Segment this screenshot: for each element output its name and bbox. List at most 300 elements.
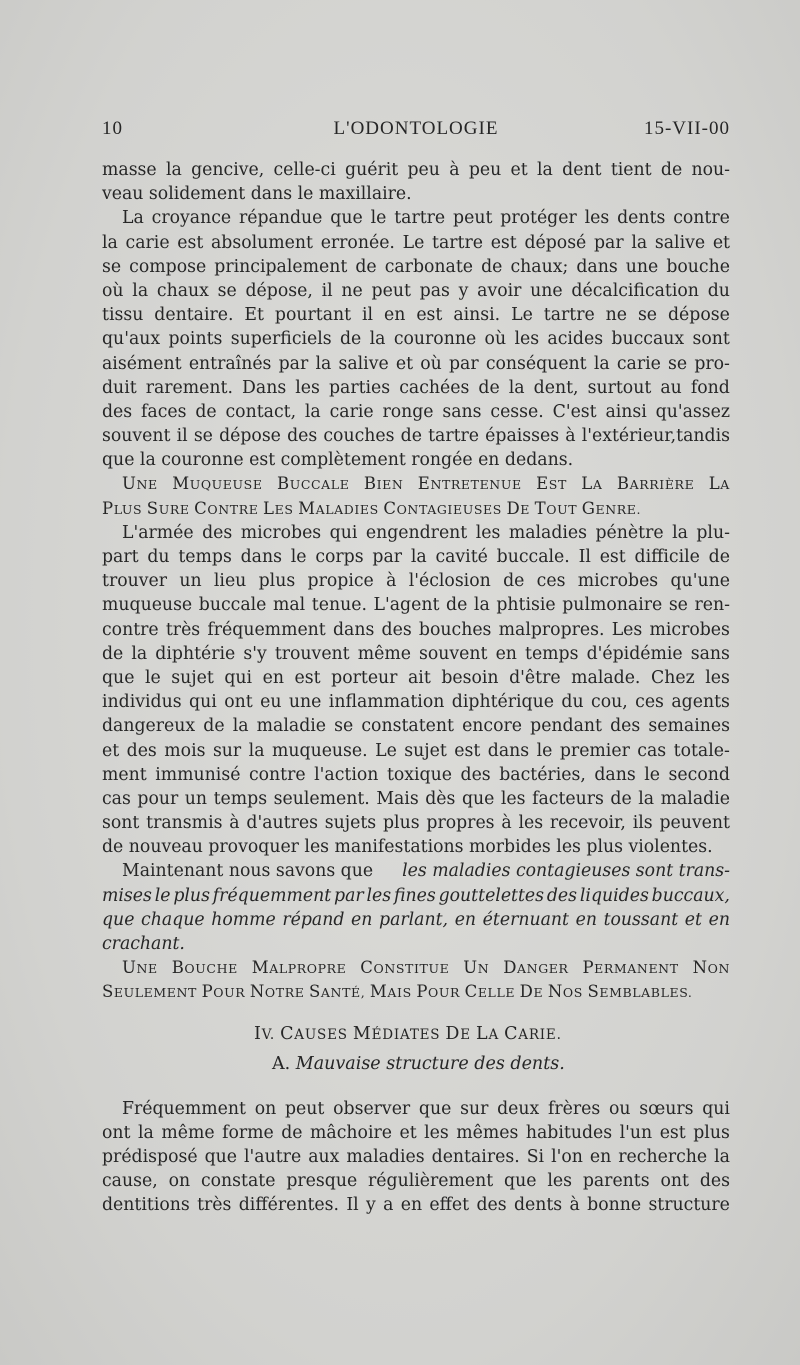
word: microbes — [577, 571, 659, 592]
word: L'armée — [122, 522, 194, 543]
word: une — [288, 692, 322, 713]
word: qui — [224, 667, 253, 688]
word: dents — [513, 1195, 563, 1216]
word: PERMANENT — [582, 958, 679, 978]
word: la — [631, 232, 648, 253]
word: DANGER — [503, 958, 569, 978]
word: rarement. — [145, 377, 233, 398]
word: cesse. — [490, 401, 544, 422]
word: de — [503, 571, 525, 592]
word: se — [193, 426, 213, 447]
word: des — [546, 885, 578, 906]
word: BARRIÈRE — [616, 474, 695, 494]
word: les — [424, 1122, 449, 1143]
text-line — [102, 376, 730, 400]
word: y — [366, 1195, 376, 1216]
word: est — [490, 232, 517, 253]
word: la — [232, 716, 249, 737]
word: nou- — [691, 160, 730, 180]
word: pro- — [694, 353, 730, 374]
word: la — [102, 232, 118, 253]
word: des — [126, 740, 157, 761]
small-caps-line: PLUS SURE CONTRE LES MALADIES CONTAGIEUSES DE TOUT GENRE. — [102, 498, 642, 518]
word: que — [102, 667, 135, 688]
word: et — [395, 353, 414, 374]
word: premier — [559, 740, 630, 761]
word: dent, — [533, 377, 579, 398]
word: plus — [258, 571, 296, 592]
word: carbonate — [384, 256, 474, 277]
word: le — [154, 885, 171, 906]
word: des — [381, 619, 412, 640]
word: mêmes — [456, 1122, 519, 1143]
word: plus — [693, 1122, 730, 1143]
word: sont — [102, 813, 140, 834]
text-line — [102, 255, 730, 279]
word: tartre — [428, 426, 480, 447]
word: peuvent — [659, 813, 730, 834]
word: CONSTITUE — [360, 958, 450, 978]
word: le — [290, 547, 307, 567]
word: carie — [329, 401, 374, 422]
word: ainsi. — [453, 305, 501, 326]
word: couches — [323, 426, 395, 447]
word: recherche — [618, 1146, 708, 1167]
word: dent — [562, 160, 602, 180]
word: la — [132, 280, 149, 301]
word: tartre — [432, 232, 483, 253]
word: se — [334, 716, 354, 737]
word: à — [229, 813, 240, 834]
word: de — [610, 788, 632, 809]
word: même — [161, 1122, 215, 1143]
word: toussant — [603, 909, 679, 930]
word: que — [504, 1171, 537, 1192]
word: de — [660, 160, 683, 180]
word: l'on — [551, 1146, 583, 1167]
word: l'éclosion — [408, 571, 491, 592]
word: sujets — [324, 813, 377, 834]
word: Le — [375, 740, 397, 761]
word: ne — [341, 280, 363, 301]
text-line — [102, 400, 730, 424]
word: Le — [511, 305, 533, 326]
word: observer — [333, 1098, 411, 1119]
word: en — [575, 909, 597, 930]
word: par — [594, 232, 624, 253]
word: chaque — [141, 909, 205, 930]
word: parties — [328, 377, 391, 398]
word: conséquent — [485, 353, 587, 374]
word: diphtérique — [451, 692, 554, 713]
word: ne — [605, 305, 627, 326]
word: protéger — [500, 208, 577, 229]
word: de — [281, 1122, 303, 1143]
word: dentitions — [102, 1195, 190, 1216]
word: est — [294, 667, 321, 688]
word: corps — [315, 547, 364, 567]
word: compose — [129, 256, 207, 277]
word: où — [484, 329, 507, 350]
word: la — [714, 1146, 730, 1167]
word: effet — [429, 1195, 470, 1216]
word: parlant, — [379, 909, 449, 930]
word: en — [589, 1146, 612, 1167]
word: propres — [426, 813, 495, 834]
word: UNE — [122, 474, 158, 494]
word: plus — [382, 813, 420, 834]
word: couronne — [393, 329, 477, 350]
word: par — [278, 353, 309, 374]
word: en — [262, 667, 284, 688]
section-heading: IV. CAUSES MÉDIATES DE LA CARIE. — [254, 1023, 562, 1044]
word: engendrent — [365, 522, 468, 543]
word: aisément — [102, 353, 182, 374]
word: chaux; — [510, 256, 569, 277]
word: et — [102, 740, 120, 761]
word: se — [637, 305, 658, 326]
word: individus — [102, 692, 182, 713]
word: du — [707, 280, 730, 301]
word: à — [569, 1195, 580, 1216]
word: l'autre — [244, 1146, 302, 1167]
word: le — [144, 667, 161, 688]
word: bouche — [666, 256, 730, 277]
word: LA — [708, 474, 730, 494]
word: les — [518, 813, 544, 834]
word: la — [537, 160, 553, 180]
word: parents — [582, 1171, 650, 1192]
text-line — [102, 569, 730, 593]
word: cause, — [102, 1171, 158, 1192]
word: buccaux — [611, 329, 685, 350]
word: C'est — [552, 401, 597, 422]
word: presque — [286, 1171, 358, 1192]
word: contre — [102, 619, 159, 640]
word: dentaire. — [154, 305, 234, 326]
word: des — [202, 522, 233, 543]
word: pénètre — [595, 522, 664, 543]
word: chaux — [156, 280, 209, 301]
word: Il — [346, 1195, 359, 1216]
word: l'un — [619, 1122, 653, 1143]
word: la — [165, 160, 182, 180]
word: et — [510, 160, 528, 180]
word: EST — [536, 474, 567, 494]
word: ait — [407, 667, 431, 688]
word: de — [102, 643, 124, 664]
word: peut — [285, 1098, 325, 1119]
word: le — [536, 740, 553, 761]
word: ainsi — [605, 401, 647, 422]
word: éternuant — [482, 909, 569, 930]
word: sujet — [404, 740, 447, 761]
word: il — [362, 305, 374, 326]
word: prédisposé — [102, 1146, 198, 1167]
word: les — [475, 522, 501, 543]
word: maladie — [660, 788, 730, 809]
word: pulmonaire — [562, 595, 663, 616]
word: L'agent — [373, 595, 440, 616]
word: encore — [462, 716, 523, 737]
word: de — [195, 401, 217, 422]
word: dangereux — [102, 716, 196, 737]
text-line: que la couronne est complètement rongée en dedans. — [102, 450, 574, 471]
word: surtout — [587, 377, 652, 398]
word: qu'assez — [655, 401, 730, 422]
word: en — [454, 909, 477, 930]
word: on — [254, 1098, 277, 1119]
word: tartre — [543, 305, 595, 326]
word: un — [179, 571, 202, 592]
word: des — [610, 716, 641, 737]
word: absolument — [211, 232, 313, 253]
word: les — [366, 885, 392, 906]
text-line — [102, 666, 730, 690]
text-line — [102, 690, 730, 714]
word: des — [476, 1195, 507, 1216]
word: dentaires. — [431, 1146, 520, 1167]
word: la — [410, 547, 427, 567]
word: homme — [211, 909, 276, 930]
word: malpropres. — [498, 619, 605, 640]
word: forme — [222, 1122, 274, 1143]
word: se — [668, 353, 688, 374]
word: et — [399, 1122, 417, 1143]
word: très — [165, 619, 201, 640]
word: qui — [702, 1098, 730, 1119]
word: contre — [673, 208, 730, 229]
word: facteurs — [532, 788, 604, 809]
word: LA — [581, 474, 603, 494]
word: que — [330, 208, 363, 229]
word: principalement — [214, 256, 348, 277]
word: dans — [240, 547, 282, 567]
word: temps — [525, 643, 579, 664]
word: en — [495, 643, 517, 664]
italic-line — [102, 884, 730, 908]
word: en — [708, 909, 730, 930]
word: guérit — [345, 160, 399, 180]
word: de — [400, 426, 422, 447]
word: les — [705, 667, 730, 688]
word: transmis — [146, 813, 223, 834]
word: les — [295, 377, 320, 398]
text-line — [102, 327, 730, 351]
word: liquides — [579, 885, 649, 906]
word: peu — [468, 160, 502, 180]
word: que — [418, 1098, 452, 1119]
word: part — [102, 547, 139, 567]
word: régulièrement — [368, 1171, 494, 1192]
word: temps — [178, 547, 232, 567]
word: et — [712, 232, 730, 253]
word: de — [481, 256, 503, 277]
word: inflammation — [328, 692, 445, 713]
word: sont — [692, 329, 730, 350]
word: sans — [690, 643, 730, 664]
word: de — [708, 547, 730, 567]
word: fréquemment — [212, 885, 332, 906]
word: entraînés — [188, 353, 272, 374]
word: ces — [635, 692, 664, 713]
word: points — [168, 329, 223, 350]
word: par — [372, 547, 403, 567]
word: porteur — [331, 667, 398, 688]
word: Fréquemment — [122, 1098, 246, 1119]
word: sur — [460, 1098, 489, 1119]
word: microbes — [649, 619, 730, 640]
word: faces — [141, 401, 187, 422]
word: salive — [654, 232, 706, 253]
word: croyance — [151, 208, 232, 229]
text-line — [102, 545, 730, 569]
word: a — [383, 1195, 394, 1216]
word: différentes. — [238, 1195, 339, 1216]
word: phtisie — [496, 595, 556, 616]
word: masse — [102, 160, 157, 180]
word: Le — [402, 232, 425, 253]
word: dépose — [219, 426, 281, 447]
word: cou, — [591, 692, 628, 713]
word: celle-ci — [273, 160, 336, 180]
page-body — [102, 158, 730, 1218]
word: ont — [102, 1122, 131, 1143]
word: habitudes — [525, 1122, 613, 1143]
text-line — [102, 352, 730, 376]
word: ont — [660, 1171, 689, 1192]
text-line: de nouveau provoquer les manifestations morbides les plus violentes. — [102, 837, 713, 858]
word: la — [638, 788, 655, 809]
word: buccaux, — [651, 885, 730, 906]
word: un — [184, 788, 208, 809]
word: salive — [338, 353, 389, 374]
roman-run: Maintenant nous savons que — [122, 861, 374, 882]
word: dans — [576, 256, 618, 277]
word: les — [584, 208, 610, 229]
page-number: 10 — [102, 118, 123, 139]
word: dans — [332, 619, 375, 640]
word: au — [660, 377, 682, 398]
word: MALPROPRE — [251, 958, 347, 978]
word: la — [131, 643, 148, 664]
word: avoir — [477, 280, 522, 301]
word: répand — [282, 909, 345, 930]
word: qu'aux — [102, 329, 161, 350]
word: buccale. — [496, 547, 570, 567]
word: cas — [102, 788, 131, 809]
word: dans — [594, 764, 636, 785]
journal-title: L'ODONTOLOGIE — [333, 118, 499, 139]
word: souvent — [419, 643, 488, 664]
word: constatent — [361, 716, 454, 737]
word: par — [334, 885, 364, 906]
word: semaines — [648, 716, 730, 737]
word: mois — [164, 740, 206, 761]
word: des — [287, 426, 318, 447]
word: seulement. — [273, 788, 370, 809]
word: se — [217, 280, 237, 301]
italic-run: les maladies contagieuses sont trans- — [402, 861, 730, 882]
word: épaisses — [485, 426, 560, 447]
word: mal — [272, 595, 306, 616]
word: peut — [371, 280, 411, 301]
word: eu — [260, 692, 282, 713]
word: Les — [611, 619, 643, 640]
word: sœurs — [639, 1098, 694, 1119]
word: une — [625, 256, 659, 277]
text-line — [102, 739, 730, 763]
word: est — [454, 740, 481, 761]
word: déposé — [524, 232, 587, 253]
word: agents — [671, 692, 730, 713]
word: ou — [608, 1098, 631, 1119]
word: UN — [463, 958, 490, 978]
word: toxique — [386, 764, 452, 785]
word: muqueuse — [102, 595, 193, 616]
word: difficile — [634, 547, 700, 567]
word: la — [315, 353, 332, 374]
word: de — [340, 329, 362, 350]
word: il — [176, 426, 188, 447]
word: répandue — [238, 208, 323, 229]
word: dépose, — [245, 280, 313, 301]
word: fréquemment — [207, 619, 326, 640]
word: deux — [497, 1098, 540, 1119]
word: gouttelettes — [438, 885, 545, 906]
word: mises — [102, 885, 152, 906]
small-caps-line — [102, 956, 730, 980]
word: même — [357, 643, 411, 664]
word: une — [530, 280, 563, 301]
italic-line — [102, 908, 730, 932]
text-line — [102, 787, 730, 811]
subsection-letter: A. — [272, 1053, 291, 1074]
word: pas — [419, 280, 450, 301]
text-line — [102, 424, 730, 448]
word: ren- — [694, 595, 730, 616]
word: erronée. — [320, 232, 395, 253]
text-line — [102, 811, 730, 835]
word: de — [446, 595, 468, 616]
word: souvent — [102, 426, 171, 447]
word: BOUCHE — [171, 958, 238, 978]
word: s'y — [243, 643, 267, 664]
mixed-line — [102, 859, 730, 883]
word: ces — [536, 571, 566, 592]
word: Mais — [376, 788, 419, 809]
word: duit — [102, 377, 137, 398]
word: se — [668, 595, 688, 616]
word: Et — [244, 305, 264, 326]
word: second — [668, 764, 730, 785]
word: BIEN — [363, 474, 404, 494]
word: maladies — [346, 1146, 425, 1167]
word: à — [501, 813, 512, 834]
text-line — [102, 618, 730, 642]
word: décalcification — [571, 280, 699, 301]
word: les — [547, 1171, 572, 1192]
word: propice — [307, 571, 374, 592]
word: besoin — [441, 667, 499, 688]
subsection-heading — [102, 1049, 730, 1079]
word: que — [461, 788, 495, 809]
word: y — [458, 280, 469, 301]
word: tartre — [394, 208, 446, 229]
text-line — [102, 231, 730, 255]
word: l'extérieur,tandis — [581, 426, 730, 447]
word: structure — [648, 1195, 730, 1216]
